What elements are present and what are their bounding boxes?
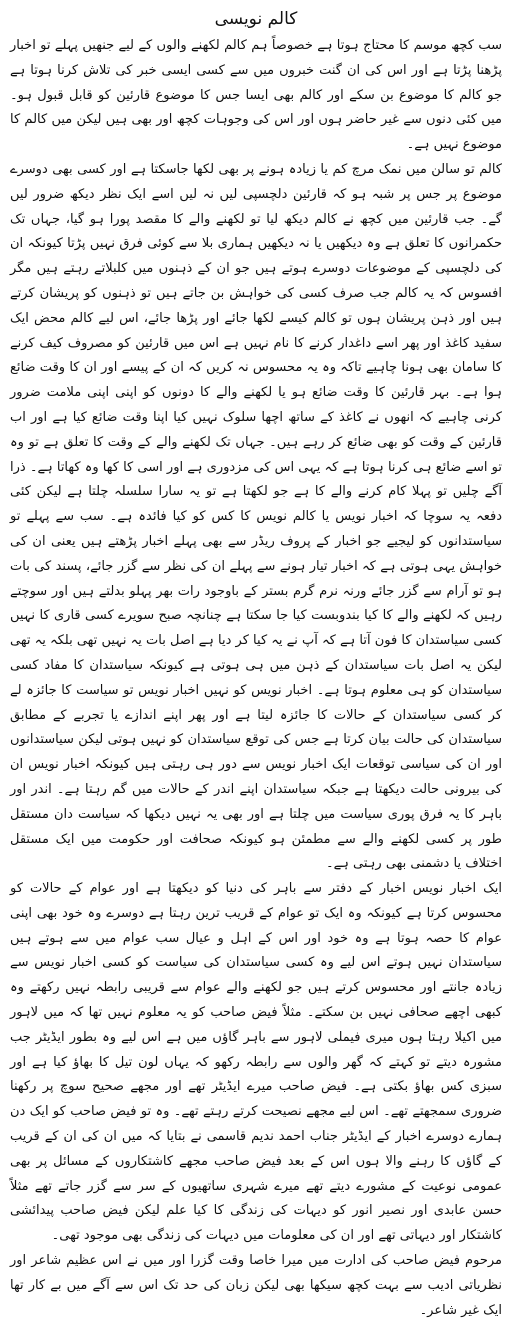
paragraph-1: سب کچھ موسم کا محتاج ہوتا ہے خصوصاً ہم کالم لکھنے والوں کے لیے جنھیں پہلے تو اخبار پڑھنا پڑتا ہے اور اس کی ان گنت خبروں میں سے کسی ایسی خبر کی تلاش کرنا ہوتا ہے جو کالم کا موضوع بن سکے اور کالم بھی ایسا جس کا موضوع قارئین کو قابل قبول ہو۔ میں کئی دنوں سے غیر حاضر ہوں اور اس کی وجوہات کچھ اور بھی ہیں لیکن میں کالم کا موضوع نہیں ہے۔ <box>10 38 502 153</box>
paragraph-3: ایک اخبار نویس اخبار کے دفتر سے باہر کی دنیا کو دیکھتا ہے اور عوام کے حالات کو محسوس کرتا ہے کیونکہ وہ ایک تو عوام کے قریب ترین رہتا ہے دوسرے وہ خود بھی اپنی عوام کا حصہ ہوتا ہے وہ خود اور اس کے اہل و عیال سب عوام میں سے ہوتے ہیں سیاستدان نہیں ہوتے اس لیے وہ کسی سیاستدان کی سیاست کو کسی اخبار نویس سے زیادہ جانتے اور محسوس کرتے ہیں جو لکھنے والے عوام سے قریبی رابطہ نہیں رکھتے وہ کبھی اچھے صحافی نہیں بن سکتے۔ مثلاً فیض صاحب کو یہ معلوم نہیں تھا کہ میں لاہور میں اکیلا رہتا ہوں میری فیملی لاہور سے باہر گاؤں میں ہے اس لیے وہ بطور ایڈیٹر جب مشورہ دیتے تو کہتے کہ گھر والوں سے رابطہ رکھو کہ یہاں لون تیل کا بھاؤ کیا ہے اور سبزی کس بھاؤ بکتی ہے۔ فیض صاحب میرے ایڈیٹر تھے اور مجھے صحیح سوچ پر رکھنا ضروری سمجھتے تھے۔ اس لیے مجھے نصیحت کرتے رہتے تھے۔ وہ تو فیض صاحب کو ایک دن ہمارے دوسرے اخبار کے ایڈیٹر جناب احمد ندیم قاسمی نے بتایا کہ میں ان کی ان کے قریب کے گاؤں کا رہنے والا ہوں اس کے بعد فیض صاحب مجھے کاشتکاروں کے مسائل پر بھی عمومی نوعیت کے مشورے دیتے تھے میرے شہری ساتھیوں کے سر سے گزر جاتے تھے مثلاً حسن عابدی اور نصیر انور کو دیہات کی زندگی کا کیا علم لیکن فیض صاحب پیدائشی کاشتکار اور دیہاتی تھے اور ان کی معلومات میں دیہات کی زندگی بھی موجود تھی۔ <box>10 881 502 1244</box>
paragraph-2: کالم تو سالن میں نمک مرچ کم یا زیادہ ہونے پر بھی لکھا جاسکتا ہے اور کسی بھی دوسرے موضوع پر جس پر شبہ ہو کہ قارئین دلچسپی لیں نہ لیں اسے ایک نظر دیکھ ضرور لیں گے۔ جب قارئین میں کچھ نے کالم دیکھ لیا تو لکھنے والے کا مقصد پورا ہو گیا، جہاں تک حکمرانوں کا تعلق ہے وہ دیکھیں یا نہ دیکھیں ہماری بلا سے کوئی فرق نہیں پڑتا کیونکہ ان کی دلچسپی کے موضوعات دوسرے ہوتے ہیں جو ان کے ذہنوں میں کلبلاتے رہتے ہیں مگر افسوس کہ یہ کالم جب صرف کسی کی خواہش بن جاتے ہیں تو ذہنوں کو پریشان کرتے ہیں اور ذہن پریشان ہوں تو کالم کیسے لکھا جائے اور پڑھا جائے، اس لیے کالم محض ایک سفید کاغذ اور پھر اسے داغدار کرنے کا نام نہیں ہے اس میں قارئین کو مصروف کیف کرنے کا سامان بھی ہونا چاہیے تاکہ وہ یہ محسوس نہ کریں کہ ان کے پیسے اور ان کا وقت ضائع ہوا ہے۔ بہر قارئین کا وقت ضائع ہو یا لکھنے والے کا دونوں کو اپنی اپنی ملامت ضرور کرنی چاہیے کہ انھوں نے کاغذ کے ساتھ اچھا سلوک نہیں کیا اپنا وقت ضائع کیا ہے اور اب قارئین کے وقت کو بھی ضائع کر رہے ہیں۔ جہاں تک لکھنے والے کے وقت کا تعلق ہے تو وہ تو اسے ضائع ہی کرنا ہوتا ہے کہ یہی اس کی مزدوری ہے اور اسی کا کھا وہ کھاتا ہے۔ ذرا آگے چلیں تو پہلا کام کرنے والے کا ہے جو لکھتا ہے تو یہ سارا سلسلہ چلتا ہے لیکن کئی دفعہ یہ سوچا کہ اخبار نویس یا کالم نویس کا کس کو کیا فائدہ ہے۔ سب سے پہلے تو سیاستدانوں کو لیجیے جو اخبار کے پروف ریڈر سے بھی پہلے اخبار پڑھتے ہیں یعنی ان کی خواہش یہی ہوتی ہے کہ اخبار تیار ہونے سے پہلے ان کی نظر سے گزر جائے، پسند کی بات ہو تو آرام سے گزر جائے ورنہ نرم گرم بستر کے باوجود رات بھر پہلو بدلتے ہیں اور سوچتے رہیں کہ لکھنے والے کا کیا بندوبست کیا جا سکتا ہے چنانچہ صبح سویرے کسی قاری کا نہیں کسی سیاستدان کا فون آتا ہے کہ آپ نے یہ کیا کر دیا ہے اصل بات یہ نہیں تھی بلکہ یہ تھی لیکن یہ اصل بات سیاستدان کے ذہن میں ہی ہوتی ہے کیونکہ سیاستدان کا مفاد کسی سیاستدان کو ہی معلوم ہوتا ہے۔ اخبار نویس کو نہیں اخبار نویس تو سیاست کا جائزہ لے کر کسی سیاستدان کے حالات کا جائزہ لیتا ہے اور پھر اپنے اندازے یا تجربے کے مطابق سیاستدان کی حالت بیان کرتا ہے جس کی توقع سیاستدان کو نہیں ہوتی لیکن سیاستدانوں اور ان کی سیاسی توقعات ایک اخبار نویس سے دور ہی رہتی ہیں کیونکہ اخبار نویس ان کی بیرونی حالت دیکھتا ہے جبکہ سیاستدان اپنے اندر کے حالات میں گم رہتا ہے۔ اندر اور باہر کا یہ فرق پوری سیاست میں چلتا ہے اور بھی یہ نہیں دیکھا کہ سیاست دان مستقل طور پر کسی لکھنے والے سے مطمئن ہو کیونکہ صحافت اور حکومت میں ایک مستقل اختلاف یا دشمنی بھی رہتی ہے۔ <box>10 161 502 872</box>
column-title: کالم نویسی <box>214 9 298 29</box>
paragraph-4: مرحوم فیض صاحب کی ادارت میں میرا خاصا وقت گزرا اور میں نے اس عظیم شاعر اور نظریاتی ادیب سے بہت کچھ سیکھا بھی لیکن زبان کی حد تک اس سے آگے میں بے کار تھا ایک غیر شاعر۔ <box>10 1253 502 1318</box>
column-body <box>10 34 502 1323</box>
